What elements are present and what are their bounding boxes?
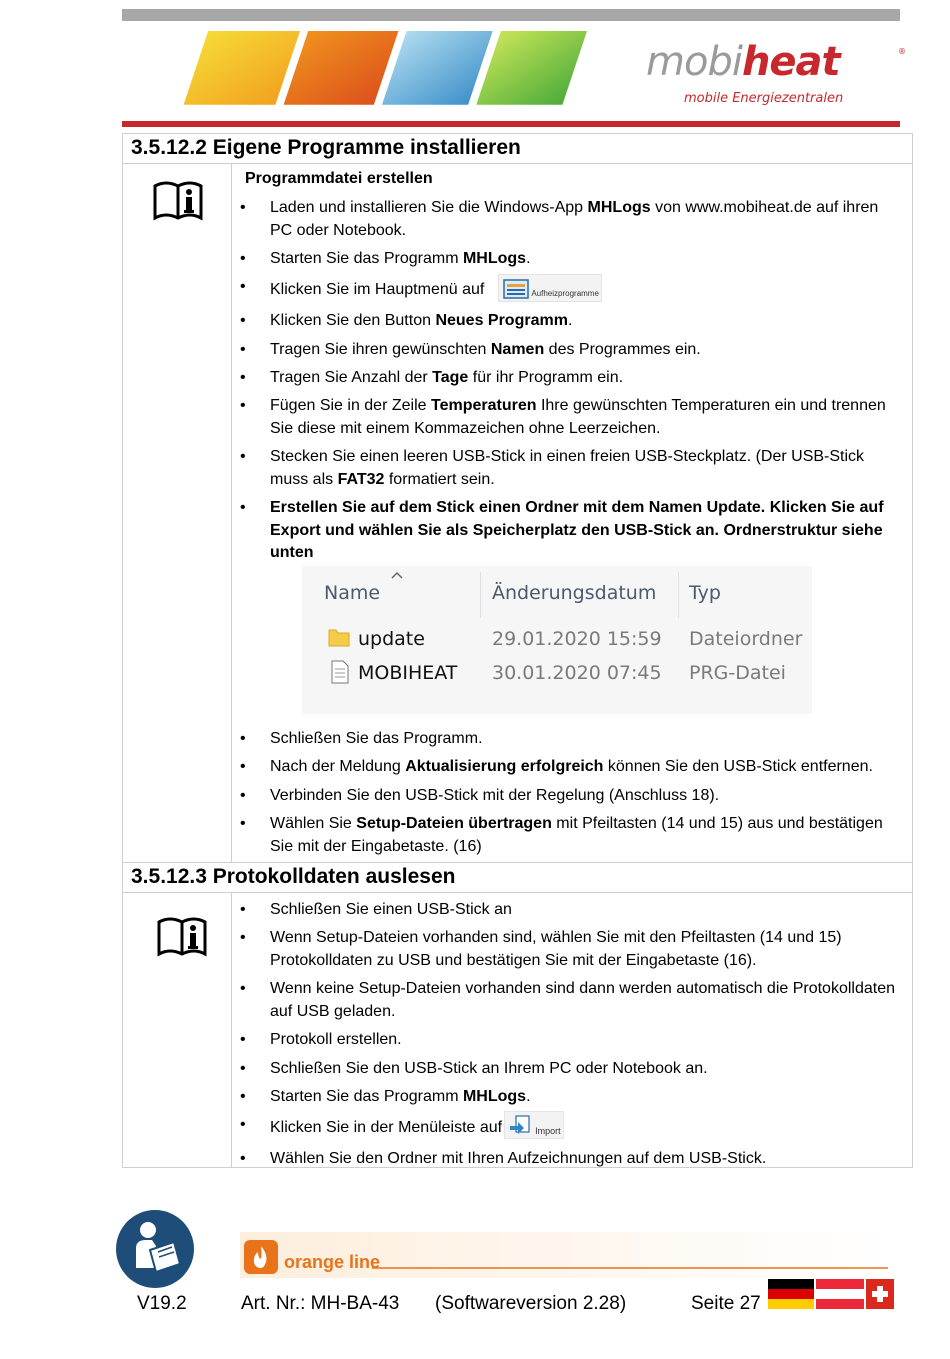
file-icon: [330, 660, 350, 684]
list-item: • Klicken Sie im Hauptmenü auf Aufheizprogramme: [238, 276, 898, 304]
product-line-label: orange line: [284, 1252, 381, 1272]
list-item: • Erstellen Sie auf dem Stick einen Ordner mit dem Namen Update. Klicken Sie auf Export und wählen Sie als Speicherplatz den USB-Stick an. Ordnerstruktur siehe unten: [238, 497, 898, 565]
list-item: • Stecken Sie einen leeren USB-Stick in einen freien USB-Steckplatz. (Der USB-Stick muss als FAT32 formatiert sein.: [238, 446, 898, 491]
manual-info-icon: [152, 180, 204, 222]
swiss-flag-icon: [866, 1279, 894, 1309]
german-flag-icon: [768, 1279, 814, 1309]
orange-line-logo: [240, 1232, 892, 1278]
column-header-name[interactable]: Name: [324, 582, 381, 604]
brand-tagline: mobile Energiezentralen: [684, 91, 844, 106]
frame-line: [231, 163, 232, 863]
sort-ascending-icon: [390, 570, 404, 580]
list-item: • Starten Sie das Programm MHLogs.: [238, 248, 898, 271]
file-type: Dateiordner: [689, 628, 803, 650]
folder-icon: [328, 626, 350, 648]
subsection-title: Programmdatei erstellen: [245, 170, 433, 187]
frame-line: [122, 892, 913, 893]
list-item: • Schließen Sie einen USB-Stick an: [238, 899, 898, 922]
manual-info-icon: [156, 916, 208, 958]
header-banner: [122, 21, 905, 121]
instruction-list: [238, 197, 898, 571]
list-item: • Wählen Sie Setup-Dateien übertragen mit Pfeiltasten (14 und 15) aus und bestätigen Sie mit der Eingabetaste. (16): [238, 813, 898, 858]
list-item: • Schließen Sie den USB-Stick an Ihrem PC oder Notebook an.: [238, 1058, 898, 1081]
section-title: 3.5.12.3 Protokolldaten auslesen: [131, 865, 456, 888]
list-item: • Wählen Sie den Ordner mit Ihren Aufzeichnungen auf dem USB-Stick.: [238, 1148, 898, 1171]
list-item: • Schließen Sie das Programm.: [238, 728, 898, 751]
list-item: • Tragen Sie Anzahl der Tage für ihr Programm ein.: [238, 367, 898, 390]
frame-line: [122, 133, 123, 1168]
frame-line: [231, 892, 232, 1168]
file-date: 29.01.2020 15:59: [492, 628, 662, 650]
list-item: • Nach der Meldung Aktualisierung erfolgreich können Sie den USB-Stick entfernen.: [238, 756, 898, 779]
list-item: • Klicken Sie den Button Neues Programm.: [238, 310, 898, 333]
program-list-icon: [503, 279, 529, 299]
frame-line: [122, 133, 913, 134]
brand-logo: mobiheat ®: [646, 39, 905, 85]
column-divider: [480, 572, 481, 618]
folder-structure-screenshot: [302, 566, 812, 714]
energy-stripes-image: [122, 31, 642, 113]
instruction-list: [238, 728, 898, 864]
section-title: 3.5.12.2 Eigene Programme installieren: [131, 136, 521, 159]
aufheizprogramme-button[interactable]: Aufheizprogramme: [498, 274, 602, 302]
footer-page-number: Seite 27: [691, 1293, 761, 1314]
footer-version: V19.2: [137, 1293, 187, 1314]
instruction-list: [238, 899, 898, 1177]
file-name: MOBIHEAT: [358, 662, 458, 684]
file-name: update: [358, 628, 425, 650]
header-red-line: [122, 121, 900, 127]
import-icon: [508, 1114, 532, 1138]
list-item: • Protokoll erstellen.: [238, 1029, 898, 1052]
frame-line: [122, 163, 913, 164]
import-button[interactable]: Import: [504, 1111, 564, 1139]
list-item: • Tragen Sie ihren gewünschten Namen des Programmes ein.: [238, 339, 898, 362]
file-type: PRG-Datei: [689, 662, 786, 684]
list-item: • Starten Sie das Programm MHLogs.: [238, 1086, 898, 1109]
list-item: • Verbinden Sie den USB-Stick mit der Regelung (Anschluss 18).: [238, 785, 898, 808]
column-header-date[interactable]: Änderungsdatum: [492, 582, 657, 604]
list-item: • Wenn Setup-Dateien vorhanden sind, wählen Sie mit den Pfeiltasten (14 und 15) Protokolldaten zu USB und bestätigen Sie mit der Eingabetaste (16).: [238, 927, 898, 972]
austrian-flag-icon: [816, 1279, 864, 1309]
list-item: • Fügen Sie in der Zeile Temperaturen Ihre gewünschten Temperaturen ein und trennen Sie diese mit einem Kommazeichen ohne Leerzeichen.: [238, 395, 898, 440]
footer-article-number: Art. Nr.: MH-BA-43: [241, 1293, 400, 1314]
list-item: • Wenn keine Setup-Dateien vorhanden sind dann werden automatisch die Protokolldaten auf USB geladen.: [238, 978, 898, 1023]
header-top-bar: [122, 9, 900, 21]
list-item: • Klicken Sie in der Menüleiste auf Import: [238, 1114, 898, 1142]
footer-software-version: (Softwareversion 2.28): [435, 1293, 627, 1314]
person-reading-icon: [116, 1210, 194, 1288]
column-header-type[interactable]: Typ: [689, 582, 721, 604]
frame-line: [912, 133, 913, 1168]
read-manual-icon: [116, 1210, 194, 1288]
file-date: 30.01.2020 07:45: [492, 662, 662, 684]
list-item: • Laden und installieren Sie die Windows-App MHLogs von www.mobiheat.de auf ihren PC oder Notebook.: [238, 197, 898, 242]
column-divider: [678, 572, 679, 618]
